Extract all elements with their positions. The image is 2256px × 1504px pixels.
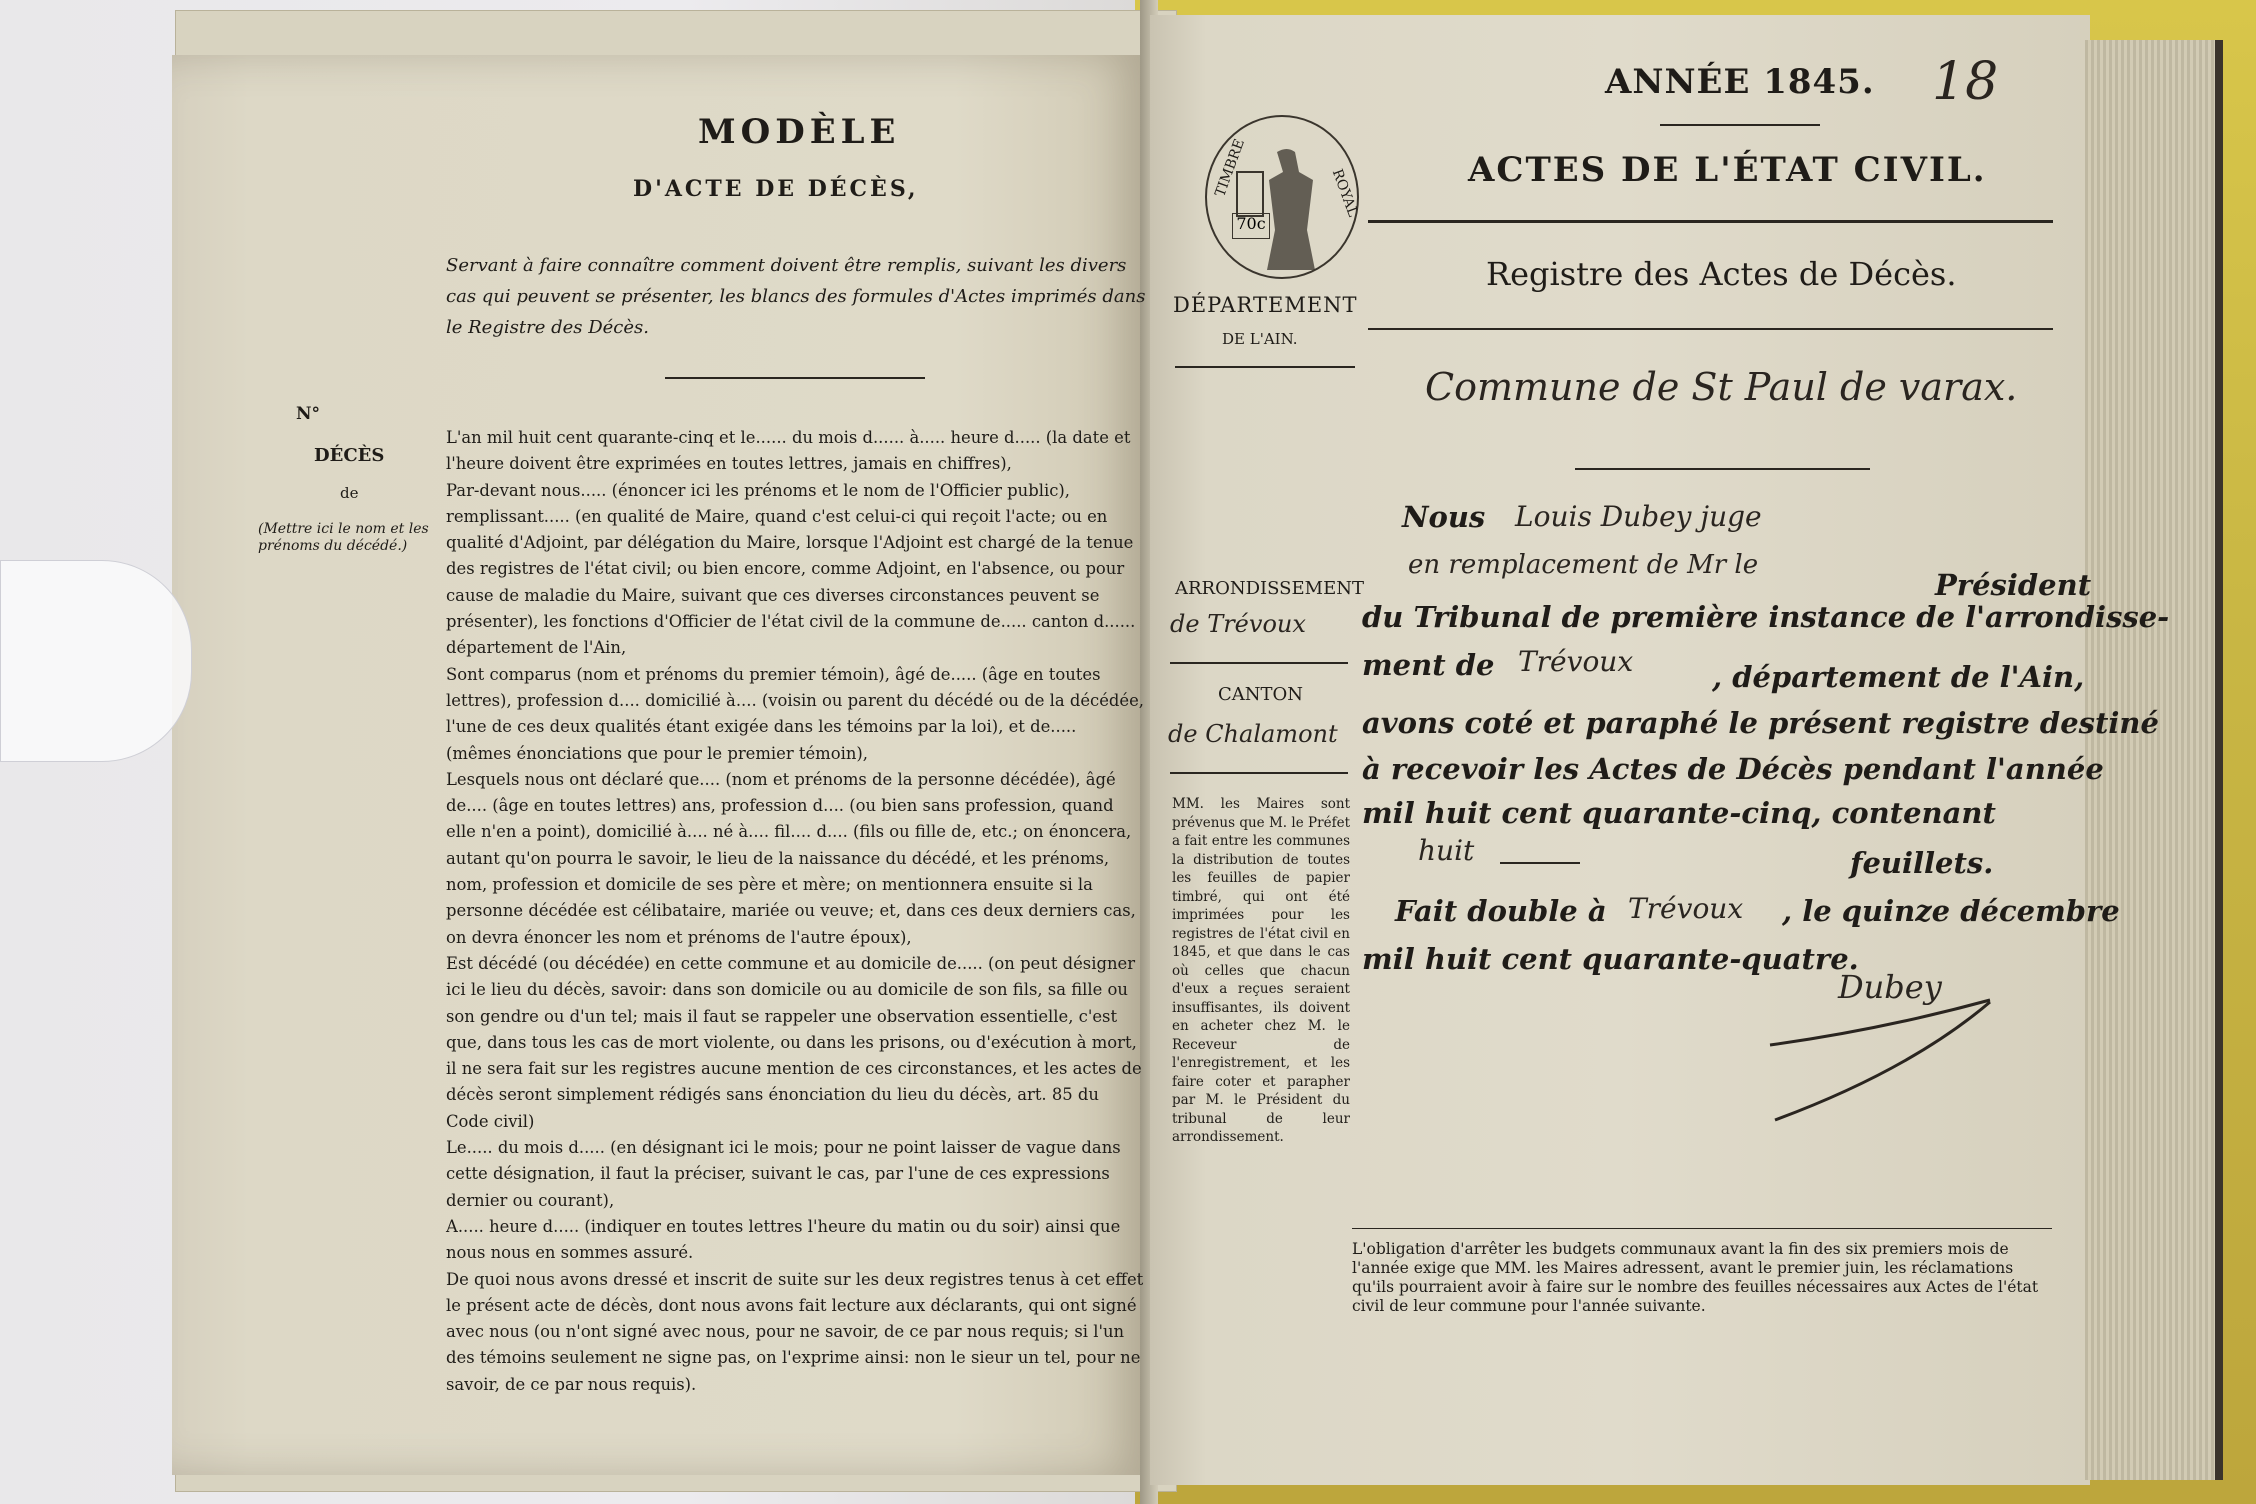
date-line: , le quinze décembre <box>1782 894 2120 928</box>
hand-replacement: en remplacement de Mr le <box>1408 550 1759 580</box>
stamp-label-left: TIMBRE <box>1212 136 1248 200</box>
footnote: L'obligation d'arrêter les budgets communaux avant la fin des six premiers mois de l'année exige que MM. les Maires adressent, avant le premier juin, les réclamations qu'ils pourraient avoir à faire sur le nombre des feuilles nécessaires aux Actes de l'état civil de leur commune pour l'année suivante. <box>1352 1240 2039 1315</box>
hand-name: Louis Dubey juge <box>1515 500 1762 533</box>
fait-double: Fait double à <box>1395 894 1607 928</box>
hand-huit: huit <box>1418 834 1475 867</box>
margin-deces: DÉCÈS <box>314 445 385 466</box>
arrondissement-rule <box>1170 662 1348 664</box>
para-1: L'an mil huit cent quarante-cinq et le...... du mois d...... à..... heure d..... (la date et l'heure doivent être exprimées en toutes lettres, jamais en chiffres), <box>446 428 1131 474</box>
nous-label: Nous <box>1402 500 1486 534</box>
canton-value: de Chalamont <box>1168 720 1338 748</box>
left-body <box>446 425 1146 1398</box>
page-stack-edge <box>2085 40 2223 1480</box>
feuillets-label: feuillets. <box>1850 846 1994 880</box>
stamp-figure-icon <box>1207 117 1357 277</box>
line-mil: mil huit cent quarante-cinq, contenant <box>1362 796 1996 830</box>
president-label: Président <box>1935 568 2092 602</box>
para-7: A..... heure d..... (indiquer en toutes lettres l'heure du matin ou du soir) ainsi que nous nous en sommes assuré. <box>446 1216 1121 1263</box>
line-cote: avons coté et paraphé le présent registre destiné <box>1362 706 2159 740</box>
left-intro: Servant à faire connaître comment doivent être remplis, suivant les divers cas qui peuvent se présenter, les blancs des formules d'Actes imprimés dans le Registre des Décès. <box>446 255 1146 338</box>
heading-rule <box>1368 220 2053 223</box>
register-rule <box>1368 328 2053 330</box>
line-tribunal: du Tribunal de première instance de l'arrondisse- <box>1362 600 2170 634</box>
left-title: MODÈLE <box>698 112 901 152</box>
margin-number: N° <box>296 404 321 424</box>
left-subtitle: D'ACTE DE DÉCÈS, <box>633 176 919 202</box>
para-4: Lesquels nous ont déclaré que.... (nom et prénoms de la personne décédée), âgé de.... (âge en toutes lettres) ans, profession d.... (ou bien sans profession, quand elle n'en a point), domicilié à.... né à.... fil.... d.... (fils ou fille de, etc.; on énoncera, autant qu'on pourra le savoir, le lieu de la naissance du décédé, et les prénoms, nom, profession et domicile de ses père et mère; on mentionnera ensuite si la personne décédée est célibataire, mariée ou veuve; et, dans ces deux derniers cas, on devra énoncer les nom et prénoms de l'autre époux), <box>446 769 1136 947</box>
line-ment: ment de <box>1362 648 1495 682</box>
footnote-rule <box>1352 1228 2052 1229</box>
commune-ornament <box>1575 468 1870 470</box>
department-rule <box>1175 366 1355 368</box>
para-3: Sont comparus (nom et prénoms du premier témoin), âgé de..... (âge en toutes lettres), profession d.... domicilié à.... (voisin ou parent du décédé ou de la décédée, l'une de ces deux qualités étant exigée dans les témoins par la loi), et de..... (mêmes énonciations que pour le premier témoin), <box>446 664 1145 763</box>
commune-line: Commune de St Paul de varax. <box>1425 365 2018 409</box>
hand-trevoux: Trévoux <box>1518 645 1634 678</box>
stamp-label-right: ROYAL <box>1328 166 1361 220</box>
register-title: Registre des Actes de Décès. <box>1486 255 1957 293</box>
para-5: Est décédé (ou décédée) en cette commune et au domicile de..... (on peut désigner ici le lieu du décès, savoir: dans son domicile ou au domicile de son fils, sa fille ou son gendre ou d'un tel; mais il faut se rappeler une observation essentielle, c'est que, dans tous les cas de mort violente, ou dans les prisons, ou d'exécution à mort, il ne sera fait sur les registres aucune mention de ces circonstances, et les actes de décès seront simplement rédigés sans énonciation du lieu du décès, art. 85 du Code civil) <box>446 953 1142 1131</box>
arrondissement-label: ARRONDISSEMENT <box>1175 578 1364 599</box>
department-label: DÉPARTEMENT <box>1173 293 1358 317</box>
signature: Dubey <box>1838 968 1942 1006</box>
para-8: De quoi nous avons dressé et inscrit de suite sur les deux registres tenus à cet effet le présent acte de décès, dont nous avons fait lecture aux déclarants, qui ont signé avec nous (ou n'ont signé avec nous, pour ne savoir, de ce par nous requis; si l'un des témoins seulement ne signe pas, on l'exprime ainsi: non le sieur un tel, pour ne savoir, de ce par nous requis). <box>446 1269 1144 1394</box>
mayors-note: MM. les Maires sont prévenus que M. le Préfet a fait entre les communes la distribution de toutes les feuilles de papier timbré, qui ont été imprimées pour les registres de l'état civil en 1845, et que dans le cas où celles que chacun d'eux a reçues seraient insuffisantes, ils doivent en acheter chez M. le Receveur de l'enregistrement, et les faire coter et parapher par M. le Président du tribunal de leur arrondissement. <box>1172 796 1350 1145</box>
year-line: mil huit cent quarante-quatre. <box>1362 942 1859 976</box>
page-number: 18 <box>1932 52 1999 112</box>
left-ornament <box>665 377 925 379</box>
line-department: , département de l'Ain, <box>1712 660 2085 694</box>
arrondissement-value: de Trévoux <box>1170 610 1306 638</box>
canton-rule <box>1170 772 1348 774</box>
para-6: Le..... du mois d..... (en désignant ici le mois; pour ne point laisser de vague dans cette désignation, il faut la préciser, suivant le cas, par l'une de ces expressions dernier ou courant), <box>446 1138 1121 1210</box>
paper-clip <box>0 560 192 762</box>
line-recevoir: à recevoir les Actes de Décès pendant l'année <box>1362 752 2104 786</box>
hand-trevoux-2: Trévoux <box>1628 892 1744 925</box>
huit-rule <box>1500 862 1580 864</box>
para-2: Par-devant nous..... (énoncer ici les prénoms et le nom de l'Officier public), remplissant..... (en qualité de Maire, quand c'est celui-ci qui reçoit l'acte; ou en qualité d'Adjoint, par délégation du Maire, lorsque l'Adjoint est chargé de la tenue des registres de l'état civil; ou bien encore, comme Adjoint, en l'absence, ou pour cause de maladie du Maire, suivant que ces diverses circonstances peuvent se présenter), les fonctions d'Officier de l'état civil de la commune de..... canton d...... département de l'Ain, <box>446 480 1136 658</box>
royal-stamp <box>1205 115 1359 279</box>
stamp-price: 70c <box>1232 213 1270 239</box>
actes-heading: ACTES DE L'ÉTAT CIVIL. <box>1468 150 1987 190</box>
year-rule <box>1660 124 1820 126</box>
signature-stroke <box>1760 990 2000 1130</box>
margin-note: (Mettre ici le nom et les prénoms du décédé.) <box>258 521 429 554</box>
margin-de: de <box>340 484 359 502</box>
canton-label: CANTON <box>1218 684 1304 705</box>
year-heading: ANNÉE 1845. <box>1605 62 1875 102</box>
department-name: DE L'AIN. <box>1222 330 1298 348</box>
